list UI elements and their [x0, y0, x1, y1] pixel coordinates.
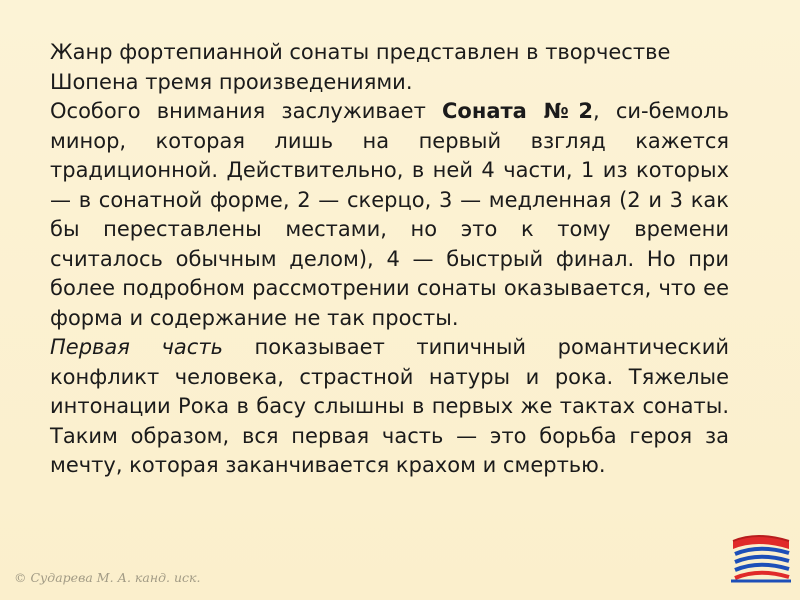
sonata-title: Соната №2: [441, 99, 594, 123]
first-movement-heading: Первая часть: [50, 335, 223, 359]
author-credit: © Сударева М. А. канд. иск.: [14, 570, 201, 585]
paragraph-sonata-start: Особого внимания заслуживает: [50, 99, 442, 123]
paragraph-sonata-rest: , си-бемоль минор, которая лишь на первый взгляд кажется традиционной. Действительно, в ней 4 части, 1 из которых — в сонатной форме, 2 — скерцо, 3 — медленная (2 и 3 как бы переставлены местами, но это к тому времени считалось обычным делом), 4 — быстрый финал. Но при более подробном рассмотрении сонаты оказывается, что ее форма и содержание не так просты.: [50, 99, 729, 330]
paragraph-intro-text: Жанр фортепианной сонаты представлен в творчестве Шопена тремя произведениями.: [50, 40, 671, 94]
paragraph-sonata: [50, 97, 729, 333]
book-stack-logo-icon: [727, 521, 795, 589]
paragraph-first-movement: [50, 333, 729, 481]
paragraph-intro: [50, 38, 729, 97]
paragraph-first-movement-rest: показывает типичный романтический конфликт человека, страстной натуры и рока. Тяжелые интонации Рока в басу слышны в первых же тактах сонаты. Таким образом, вся первая часть — это борьба героя за мечту, которая заканчивается крахом и смертью.: [50, 335, 729, 477]
slide-text-body: [50, 38, 729, 481]
